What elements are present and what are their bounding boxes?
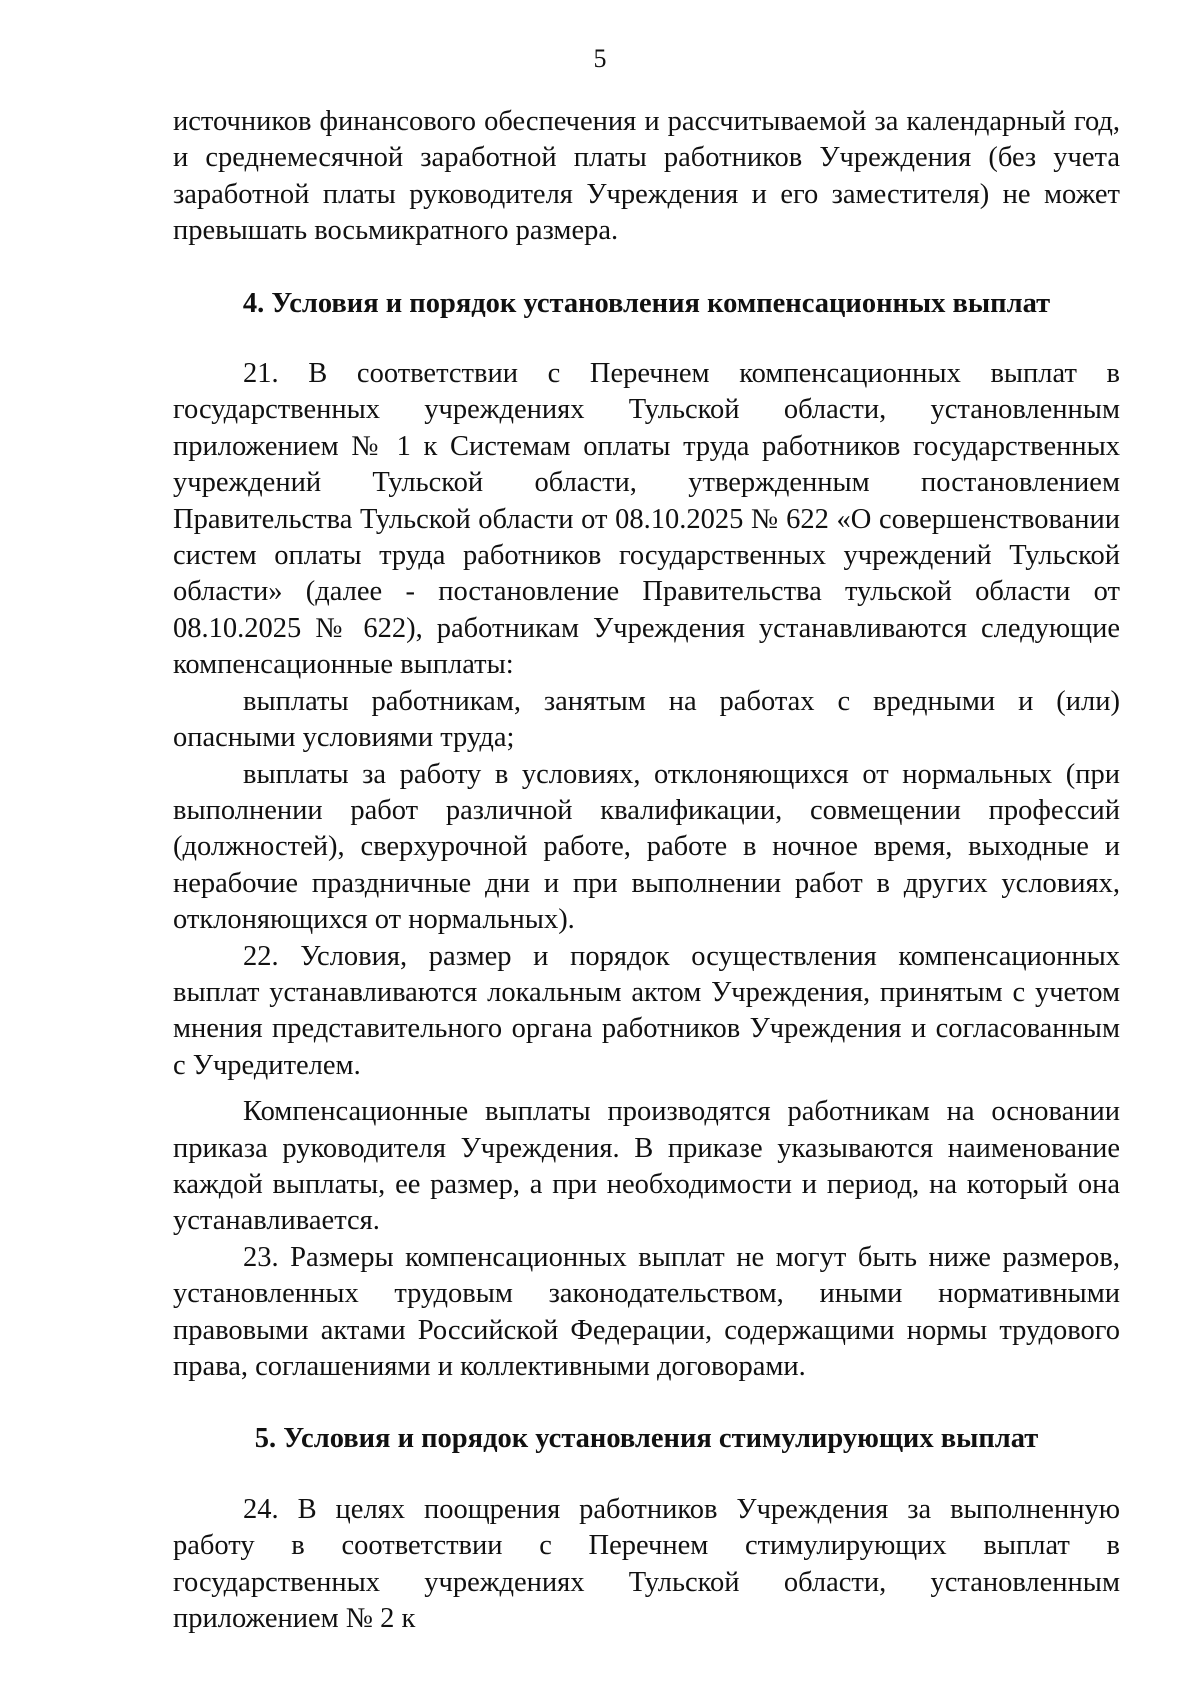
section-heading-4: 4. Условия и порядок установления компенсационных выплат: [242, 287, 1051, 319]
paragraph-23: 23. Размеры компенсационных выплат не могут быть ниже размеров, установленных трудовым законодательством, иными нормативными правовыми актами Российской Федерации, содержащими нормы трудового права, соглашениями и коллективными договорами.: [173, 1241, 1120, 1382]
paragraph-22-order: Компенсационные выплаты производятся работникам на основании приказа руководителя Учреждения. В приказе указываются наименование каждой выплаты, ее размер, а при необходимости и период, на который она устанавливается.: [173, 1096, 1120, 1237]
section-heading-5: 5. Условия и порядок установления стимулирующих выплат: [254, 1423, 1039, 1455]
paragraph-21-item-abnormal: выплаты за работу в условиях, отклоняющихся от нормальных (при выполнении работ различной квалификации, совмещении профессий (должностей), сверхурочной работе, работе в ночное время, выходные и нерабочие праздничные дни и при выполнении работ в других условиях, отклоняющихся от нормальных).: [173, 758, 1120, 936]
paragraph-24: 24. В целях поощрения работников Учреждения за выполненную работу в соответствии с Перечнем стимулирующих выплат в государственных учреждениях Тульской области, установленным приложением № 2 к: [173, 1493, 1120, 1635]
paragraph-21-item-harmful: выплаты работникам, занятым на работах с вредными и (или) опасными условиями труда;: [173, 685, 1120, 754]
paragraph-intro: источников финансового обеспечения и рассчитываемой за календарный год, и среднемесячной заработной платы работников Учреждения (без учета заработной платы руководителя Учреждения и его заместителя) не может превышать восьмикратного размера.: [173, 106, 1120, 247]
document-body: [173, 104, 1120, 1637]
paragraph-22: 22. Условия, размер и порядок осуществления компенсационных выплат устанавливаются локальным актом Учреждения, принятым с учетом мнения представительного органа работников Учреждения и согласованным с Учредителем.: [173, 940, 1120, 1081]
paragraph-21: 21. В соответствии с Перечнем компенсационных выплат в государственных учреждениях Тульской области, установленным приложением № 1 к Системам оплаты труда работников государственных учреждений Тульской области, утвержденным постановлением Правительства Тульской области от 08.10.2025 № 622 «О совершенствовании систем оплаты труда работников государственных учреждений Тульской области» (далее - постановление Правительства тульской области от 08.10.2025 № 622), работникам Учреждения устанавливаются следующие компенсационные выплаты:: [173, 358, 1120, 681]
page-number: 5: [593, 44, 607, 73]
